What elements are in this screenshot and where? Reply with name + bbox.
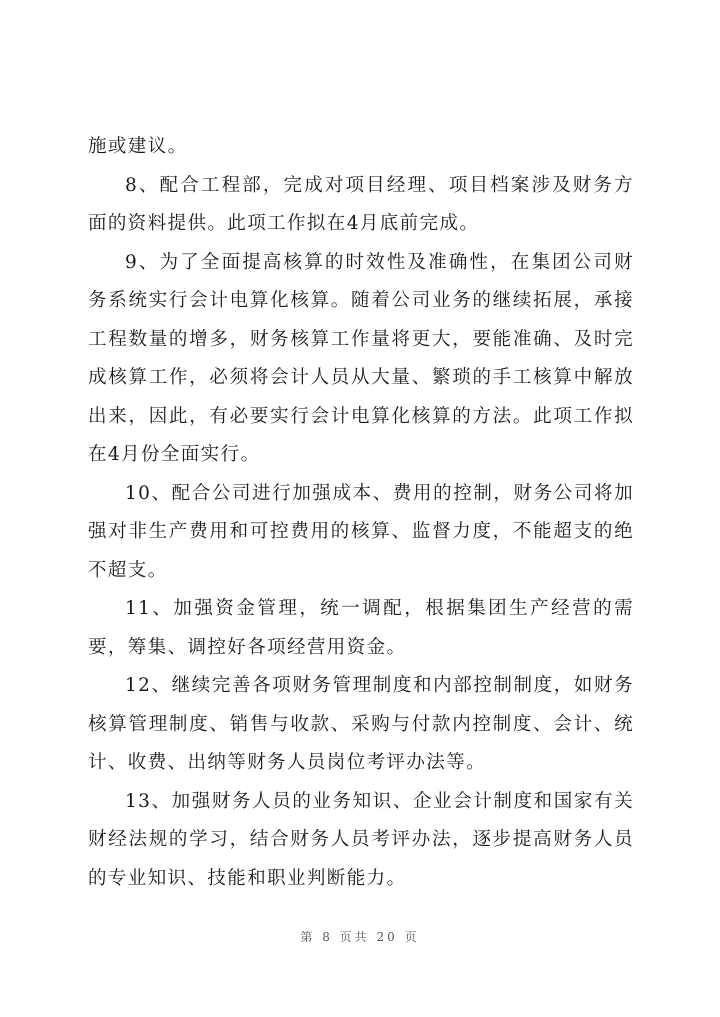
paragraph-item-10: 10、配合公司进行加强成本、费用的控制，财务公司将加强对非生产费用和可控费用的核算、监督力度，不能超支的绝不超支。 — [88, 482, 634, 581]
page-number-footer: 第 8 页共 20 页 — [300, 930, 420, 944]
paragraph-item-8: 8、配合工程部，完成对项目经理、项目档案涉及财务方面的资料提供。此项工作拟在4月底前完成。 — [88, 174, 634, 234]
paragraph-item-12: 12、继续完善各项财务管理制度和内部控制制度，如财务核算管理制度、销售与收款、采购与付款内控制度、会计、统计、收费、出纳等财务人员岗位考评办法等。 — [88, 675, 634, 773]
paragraph-continuation: 施或建议。 — [88, 136, 188, 157]
paragraph-item-11: 11、加强资金管理，统一调配，根据集团生产经营的需要，筹集、调控好各项经营用资金。 — [88, 598, 634, 658]
paragraph-item-9: 9、为了全面提高核算的时效性及准确性，在集团公司财务系统实行会计电算化核算。随着公司业务的继续拓展，承接工程数量的增多，财务核算工作量将更大，要能准确、及时完成核算工作，必须将会计人员从大量、繁琐的手工核算中解放出来，因此，有必要实行会计电算化核算的方法。此项工作拟在4月份全面实行。 — [88, 251, 634, 465]
paragraph-item-13: 13、加强财务人员的业务知识、企业会计制度和国家有关财经法规的学习，结合财务人员考评办法，逐步提高财务人员的专业知识、技能和职业判断能力。 — [88, 790, 634, 889]
document-body — [88, 128, 634, 898]
